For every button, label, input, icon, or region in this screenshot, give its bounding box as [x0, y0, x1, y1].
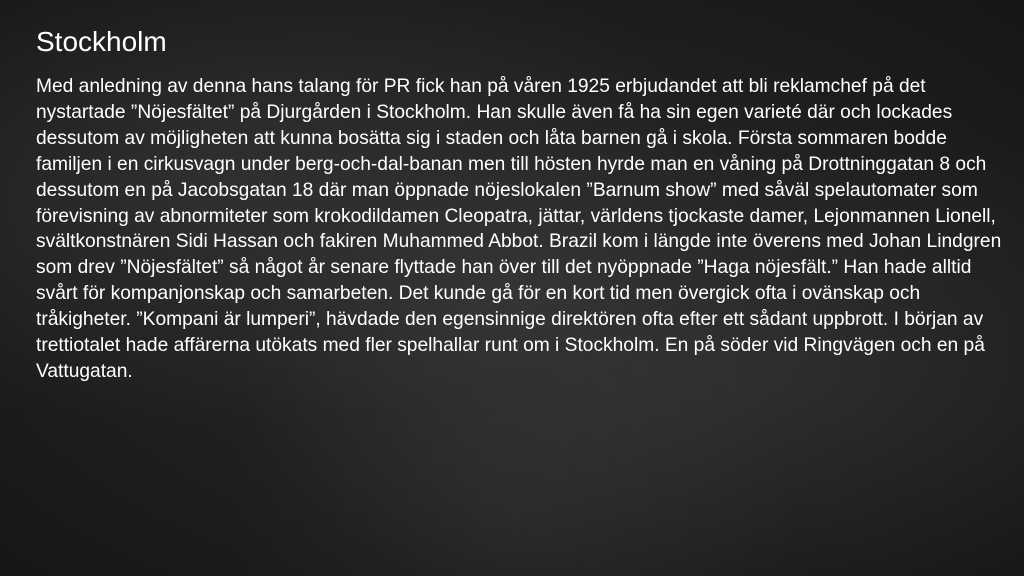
slide-title: Stockholm [36, 26, 167, 57]
slide-body-text: Med anledning av denna hans talang för PR fick han på våren 1925 erbjudandet att bli reklamchef på det nystartade ”Nöjesfältet” på Djurgården i Stockholm. Han skulle även få ha sin egen varieté där och lockades dessutom av möjligheten att kunna bosätta sig i staden och låta barnen gå i skola. Första sommaren bodde familjen i en cirkusvagn under berg-och-dal-banan men till hösten hyrde man en våning på Drottninggatan 8 och dessutom en på Jacobsgatan 18 där man öppnade nöjeslokalen ”Barnum show” med såväl spelautomater som förevisning av abnormiteter som krokodildamen Cleopatra, jättar, världens tjockaste damer, Lejonmannen Lionell, svältkonstnären Sidi Hassan och fakiren Muhammed Abbot. Brazil kom i längde inte överens med Johan Lindgren som drev ”Nöjesfältet” så något år senare flyttade han över till det nyöppnade ”Haga nöjesfält.” Han hade alltid svårt för kompanjonskap och samarbeten. Det kunde gå för en kort tid men övergick ofta i ovänskap och tråkigheter. ”Kompani är lumperi”, hävdade den egensinnige direktören ofta efter ett sådant uppbrott. I början av trettiotalet hade affärerna utökats med fler spelhallar runt om i Stockholm. En på söder vid Ringvägen och en på Vattugatan. [36, 76, 1002, 382]
